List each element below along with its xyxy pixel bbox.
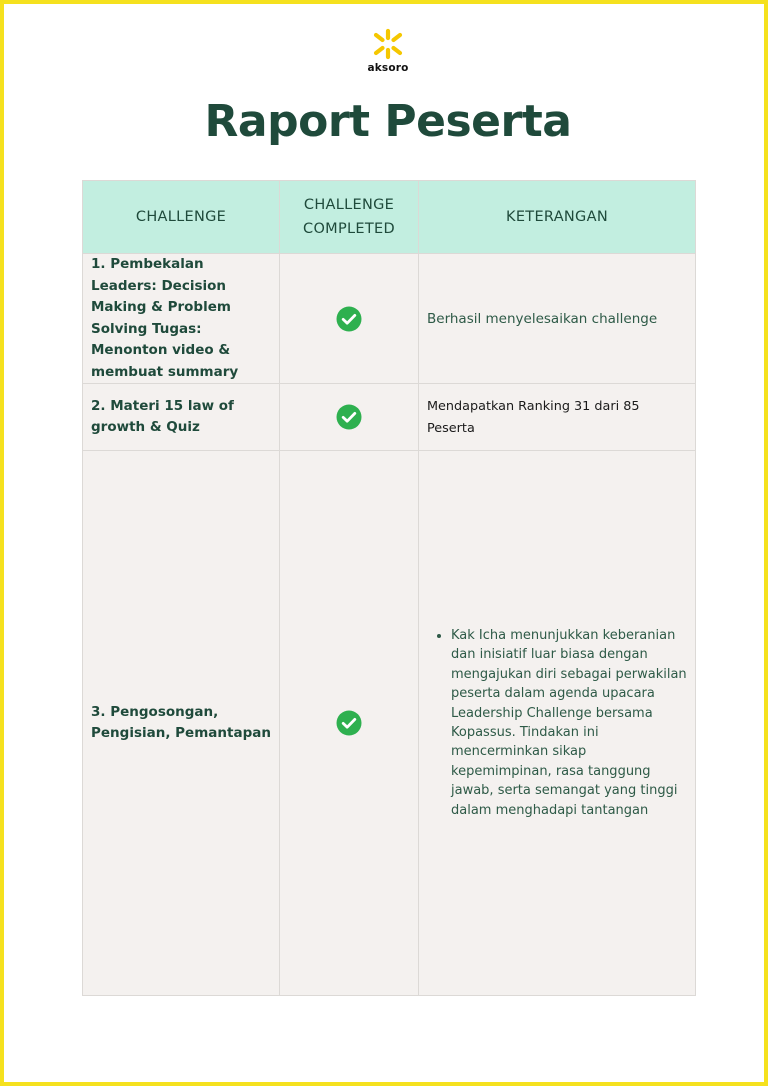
completed-cell	[280, 254, 419, 384]
keterangan-text: Berhasil menyelesaikan challenge	[427, 311, 658, 327]
keterangan-bullet-list	[427, 626, 687, 820]
brand-name: aksoro	[367, 62, 409, 74]
check-circle-icon	[336, 404, 362, 430]
bullet-icon	[437, 634, 441, 638]
check-circle-icon	[336, 306, 362, 332]
header-keterangan: KETERANGAN	[419, 181, 696, 254]
report-table	[82, 180, 696, 996]
table-row	[83, 254, 696, 384]
page-title: Raport Peserta	[204, 96, 572, 147]
table-header-row	[83, 181, 696, 254]
completed-cell	[280, 451, 419, 996]
table-row	[83, 451, 696, 996]
keterangan-bullet-text: Kak Icha menunjukkan keberanian dan inisiatif luar biasa dengan mengajukan diri sebagai perwakilan peserta dalam agenda upacara Leadership Challenge bersama Kopassus. Tindakan ini mencerminkan sikap kepemimpinan, rasa tanggung jawab, serta semangat yang tinggi dalam menghadapi tantangan	[451, 627, 687, 818]
header-challenge: CHALLENGE	[83, 181, 280, 254]
brand-logo	[358, 28, 418, 78]
challenge-cell: 2. Materi 15 law of growth & Quiz	[83, 384, 280, 451]
header-completed-line2: COMPLETED	[303, 221, 395, 237]
keterangan-cell	[419, 254, 696, 384]
header-challenge-completed	[280, 181, 419, 254]
asterisk-logo-icon	[372, 28, 404, 60]
keterangan-text: Mendapatkan Ranking 31 dari 85 Peserta	[427, 399, 640, 436]
check-circle-icon	[336, 710, 362, 736]
table-row	[83, 384, 696, 451]
header-completed-line1: CHALLENGE	[303, 197, 395, 213]
completed-cell	[280, 384, 419, 451]
challenge-cell: 1. Pembekalan Leaders: Decision Making & Problem Solving Tugas: Menonton video & membuat summary	[83, 254, 280, 384]
challenge-cell: 3. Pengosongan, Pengisian, Pemantapan	[83, 451, 280, 996]
keterangan-cell	[419, 384, 696, 451]
list-item	[435, 626, 687, 820]
keterangan-cell	[419, 451, 696, 996]
